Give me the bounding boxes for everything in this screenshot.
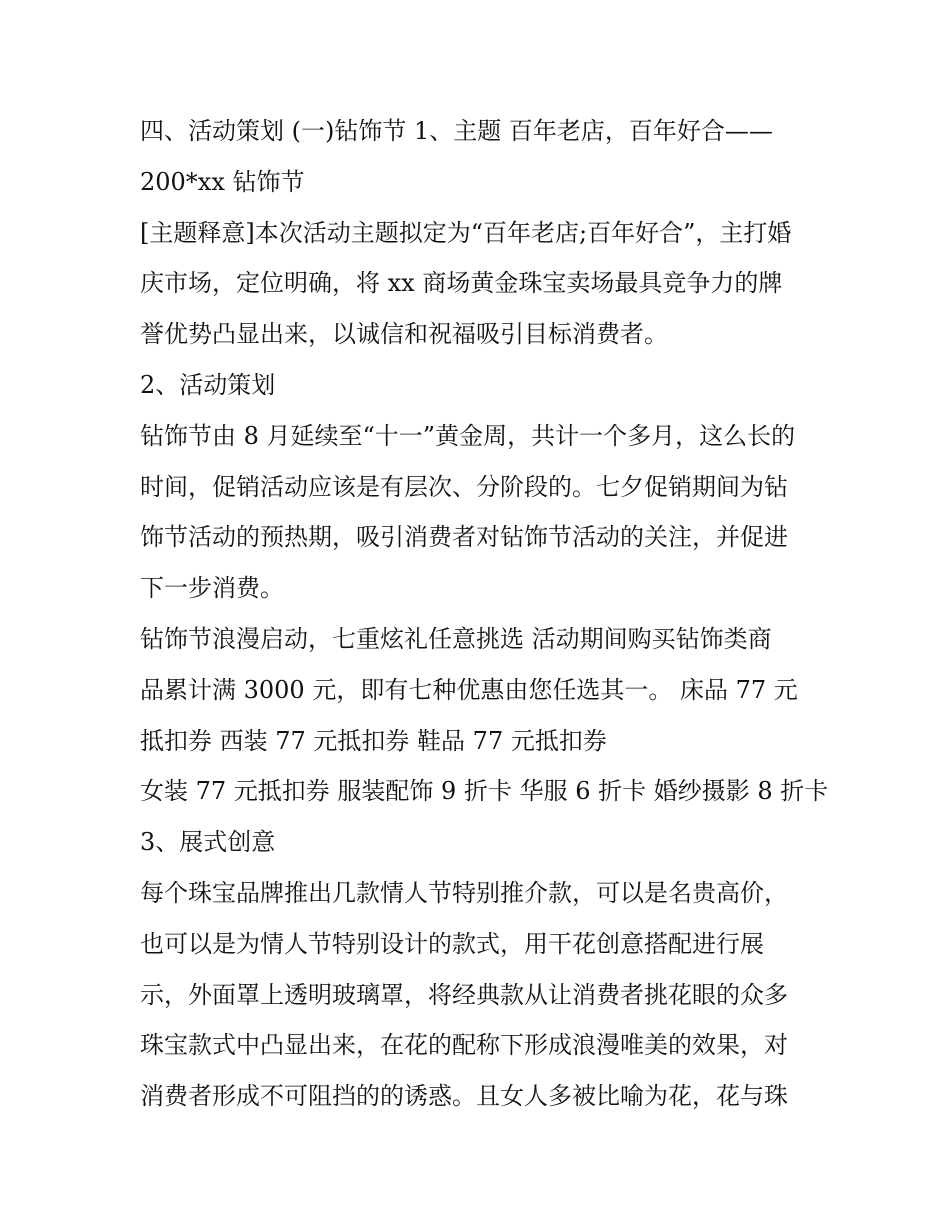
text-line: 品累计满 3000 元，即有七种优惠由您任选其一。 床品 77 元 — [140, 675, 798, 704]
text-line: 饰节活动的预热期，吸引消费者对钻饰节活动的关注，并促进 — [140, 523, 788, 552]
text-line: 女装 77 元抵扣券 服装配饰 9 折卡 华服 6 折卡 婚纱摄影 8 折卡 — [140, 777, 829, 806]
document-body — [140, 106, 829, 1122]
text-line: 四、活动策划 (一)钻饰节 1、主题 百年老店，百年好合—— — [140, 117, 773, 145]
text-line: 下一步消费。 — [140, 574, 284, 603]
text-line: 庆市场，定位明确，将 xx 商场黄金珠宝卖场最具竞争力的牌 — [140, 269, 783, 298]
text-line: 2、活动策划 — [140, 370, 276, 399]
text-line: 时间，促销活动应该是有层次、分阶段的。七夕促销期间为钻 — [140, 472, 788, 501]
text-line: 也可以是为情人节特别设计的款式，用干花创意搭配进行展 — [140, 929, 764, 958]
text-line: 钻饰节由 8 月延续至“十一”黄金周，共计一个多月，这么长的 — [140, 421, 796, 450]
text-line: 每个珠宝品牌推出几款情人节特别推介款，可以是名贵高价， — [140, 878, 788, 907]
text-line: 3、展式创意 — [140, 828, 276, 857]
text-line: [主题释意]本次活动主题拟定为“百年老店;百年好合”，主打婚 — [140, 218, 792, 247]
text-line: 誉优势凸显出来，以诚信和祝福吸引目标消费者。 — [140, 320, 668, 349]
text-line: 200*xx 钻饰节 — [140, 167, 305, 196]
text-line: 消费者形成不可阻挡的的诱惑。且女人多被比喻为花，花与珠 — [140, 1082, 788, 1111]
text-line: 珠宝款式中凸显出来，在花的配称下形成浪漫唯美的效果，对 — [140, 1031, 788, 1060]
text-line: 钻饰节浪漫启动，七重炫礼任意挑选 活动期间购买钻饰类商 — [140, 624, 772, 653]
text-line: 抵扣券 西装 77 元抵扣券 鞋品 77 元抵扣券 — [140, 726, 607, 755]
text-line: 示，外面罩上透明玻璃罩，将经典款从让消费者挑花眼的众多 — [140, 980, 788, 1009]
